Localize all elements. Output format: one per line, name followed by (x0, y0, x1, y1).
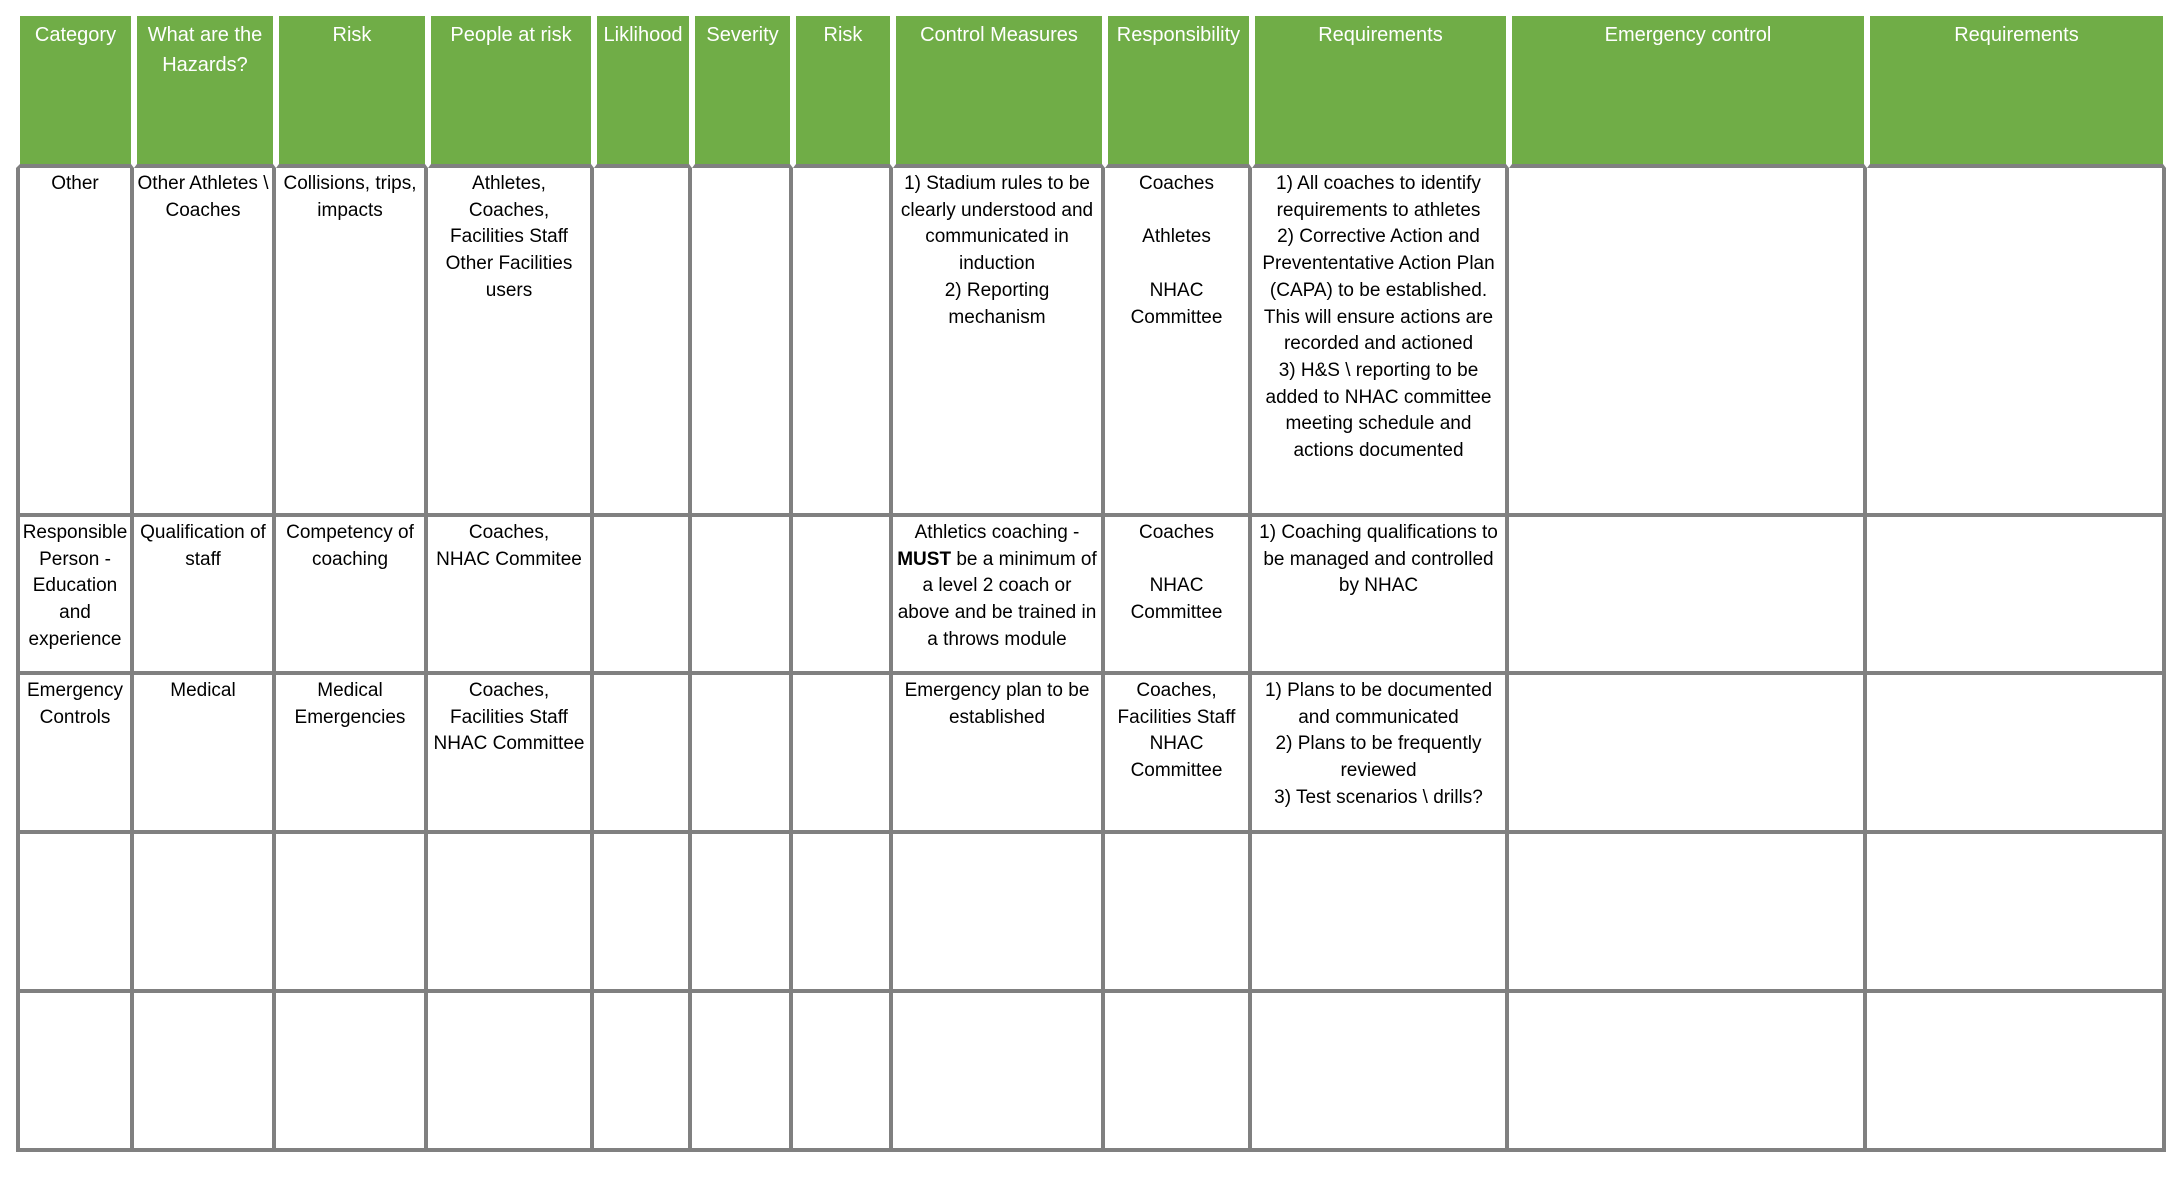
empty-cell[interactable] (594, 993, 692, 1152)
header-emergency-control[interactable]: Emergency control (1509, 16, 1867, 168)
table-row (16, 675, 2166, 834)
cell-requirements[interactable]: 1) Plans to be documented and communicated 2) Plans to be frequently reviewed 3) Test scenarios \ drills? (1252, 675, 1509, 834)
cell-risk-rating[interactable] (793, 517, 893, 675)
cell-risk[interactable]: Competency of coaching (276, 517, 428, 675)
header-risk[interactable]: Risk (276, 16, 428, 168)
cell-category[interactable]: Emergency Controls (16, 675, 134, 834)
cell-severity[interactable] (692, 168, 793, 517)
header-severity[interactable]: Severity (692, 16, 793, 168)
empty-cell[interactable] (594, 834, 692, 993)
control-text-after: be a minimum of a level 2 coach or above and be trained in a throws module (897, 548, 1097, 650)
empty-cell[interactable] (1509, 993, 1867, 1152)
cell-category[interactable]: Other (16, 168, 134, 517)
cell-emergency-control[interactable] (1509, 168, 1867, 517)
cell-emergency-requirements[interactable] (1867, 168, 2166, 517)
control-text-before: Athletics coaching - (914, 522, 1080, 543)
header-risk-rating[interactable]: Risk (793, 16, 893, 168)
cell-control-measures[interactable]: Emergency plan to be established (893, 675, 1105, 834)
cell-risk-rating[interactable] (793, 168, 893, 517)
empty-table-row (16, 834, 2166, 993)
cell-likelihood[interactable] (594, 675, 692, 834)
cell-control-measures[interactable] (893, 517, 1105, 675)
empty-cell[interactable] (1509, 834, 1867, 993)
empty-cell[interactable] (1867, 834, 2166, 993)
header-category[interactable]: Category (16, 16, 134, 168)
empty-cell[interactable] (134, 834, 276, 993)
cell-people-at-risk[interactable]: Coaches, Facilities Staff NHAC Committee (428, 675, 594, 834)
cell-category[interactable]: Responsible Person - Education and experience (16, 517, 134, 675)
header-responsibility[interactable]: Responsibility (1105, 16, 1252, 168)
empty-cell[interactable] (1105, 834, 1252, 993)
cell-emergency-control[interactable] (1509, 675, 1867, 834)
empty-cell[interactable] (1867, 993, 2166, 1152)
empty-cell[interactable] (1252, 993, 1509, 1152)
empty-cell[interactable] (428, 993, 594, 1152)
cell-requirements[interactable]: 1) Coaching qualifications to be managed and controlled by NHAC (1252, 517, 1509, 675)
empty-cell[interactable] (276, 834, 428, 993)
empty-cell[interactable] (134, 993, 276, 1152)
empty-cell[interactable] (276, 993, 428, 1152)
cell-emergency-requirements[interactable] (1867, 675, 2166, 834)
header-requirements[interactable]: Requirements (1252, 16, 1509, 168)
cell-likelihood[interactable] (594, 517, 692, 675)
empty-cell[interactable] (893, 834, 1105, 993)
cell-emergency-requirements[interactable] (1867, 517, 2166, 675)
table-row (16, 168, 2166, 517)
empty-cell[interactable] (793, 993, 893, 1152)
cell-severity[interactable] (692, 675, 793, 834)
header-control-measures[interactable]: Control Measures (893, 16, 1105, 168)
cell-responsibility[interactable]: Coaches, Facilities Staff NHAC Committee (1105, 675, 1252, 834)
empty-table-row (16, 993, 2166, 1152)
header-likelihood[interactable]: Liklihood (594, 16, 692, 168)
cell-severity[interactable] (692, 517, 793, 675)
cell-control-measures[interactable]: 1) Stadium rules to be clearly understood and communicated in induction 2) Reporting mechanism (893, 168, 1105, 517)
empty-cell[interactable] (692, 993, 793, 1152)
cell-hazard[interactable]: Qualification of staff (134, 517, 276, 675)
cell-hazard[interactable]: Other Athletes \ Coaches (134, 168, 276, 517)
risk-assessment-table (16, 16, 2166, 1152)
cell-hazard[interactable]: Medical (134, 675, 276, 834)
cell-risk[interactable]: Medical Emergencies (276, 675, 428, 834)
cell-likelihood[interactable] (594, 168, 692, 517)
header-people-at-risk[interactable]: People at risk (428, 16, 594, 168)
risk-assessment-sheet (16, 16, 2166, 1152)
empty-cell[interactable] (428, 834, 594, 993)
must-emphasis: MUST (897, 548, 952, 570)
empty-cell[interactable] (893, 993, 1105, 1152)
empty-cell[interactable] (16, 834, 134, 993)
cell-responsibility[interactable]: Coaches Athletes NHAC Committee (1105, 168, 1252, 517)
empty-cell[interactable] (16, 993, 134, 1152)
header-row (16, 16, 2166, 168)
table-row (16, 517, 2166, 675)
cell-requirements[interactable]: 1) All coaches to identify requirements to athletes 2) Corrective Action and Prevententative Action Plan (CAPA) to be established. This will ensure actions are recorded and actioned 3) H&S \ reporting to be added to NHAC committee meeting schedule and actions documented (1252, 168, 1509, 517)
cell-risk[interactable]: Collisions, trips, impacts (276, 168, 428, 517)
cell-people-at-risk[interactable]: Coaches, NHAC Commitee (428, 517, 594, 675)
empty-cell[interactable] (692, 834, 793, 993)
cell-emergency-control[interactable] (1509, 517, 1867, 675)
empty-cell[interactable] (1105, 993, 1252, 1152)
cell-risk-rating[interactable] (793, 675, 893, 834)
cell-people-at-risk[interactable]: Athletes, Coaches, Facilities Staff Other Facilities users (428, 168, 594, 517)
empty-cell[interactable] (793, 834, 893, 993)
cell-responsibility[interactable]: Coaches NHAC Committee (1105, 517, 1252, 675)
header-hazards[interactable]: What are the Hazards? (134, 16, 276, 168)
empty-cell[interactable] (1252, 834, 1509, 993)
header-emergency-requirements[interactable]: Requirements (1867, 16, 2166, 168)
